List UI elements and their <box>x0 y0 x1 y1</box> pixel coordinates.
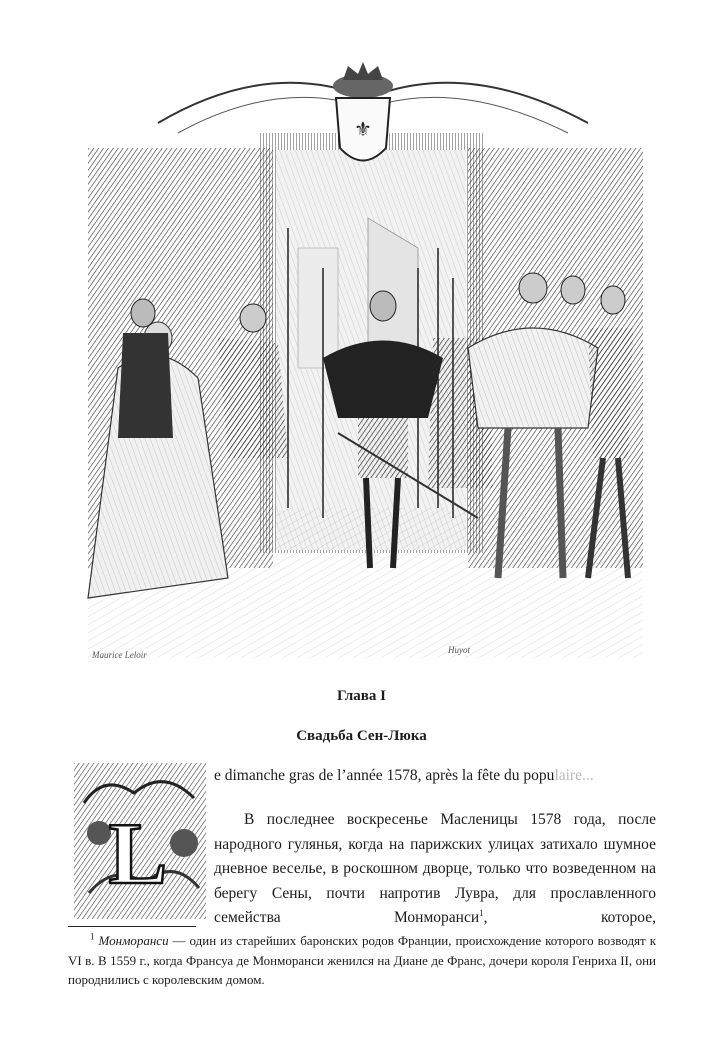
engraving-illustration <box>68 38 658 680</box>
illustrator-signature: Maurice Leloir <box>92 650 147 660</box>
footnote-term: Монморанси <box>98 933 169 948</box>
french-line-text: e dimanche gras de l’année 1578, après la fête du popu <box>214 767 555 784</box>
dropcap-initial <box>74 763 206 919</box>
body-text-main: В последнее воскресенье Масленицы 1578 года, после народного гулянья, когда на парижских улицах затихало шумное дневное веселье, в роскошном дворце, только что возведенном на берегу Сены, почти напротив Лувра, для прославленного семейства Монморанси <box>214 811 656 926</box>
svg-text:⚜: ⚜ <box>354 119 372 141</box>
footnote <box>68 931 656 990</box>
dropcap-letter: L <box>108 806 168 903</box>
french-line-faded: laire... <box>554 767 594 784</box>
french-opening-line <box>214 767 594 785</box>
footnote-number: 1 <box>90 931 95 942</box>
chapter-title: Глава I <box>337 688 386 704</box>
footnote-ref: 1 <box>479 907 484 918</box>
footnote-divider <box>68 926 196 927</box>
engraver-signature: Huyot <box>448 645 470 655</box>
body-paragraph <box>214 808 656 931</box>
chapter-subtitle: Свадьба Сен-Люка <box>296 728 427 744</box>
body-text-tail: , которое, <box>483 909 656 926</box>
footnote-text: — один из старейших баронских родов Франции, происхождение которого возводят к VI в. В 1559 г., когда Франсуа де Монморанси женился на Диане де Франс, дочери короля Генриха II, они породнились с королевским домом. <box>68 933 657 987</box>
